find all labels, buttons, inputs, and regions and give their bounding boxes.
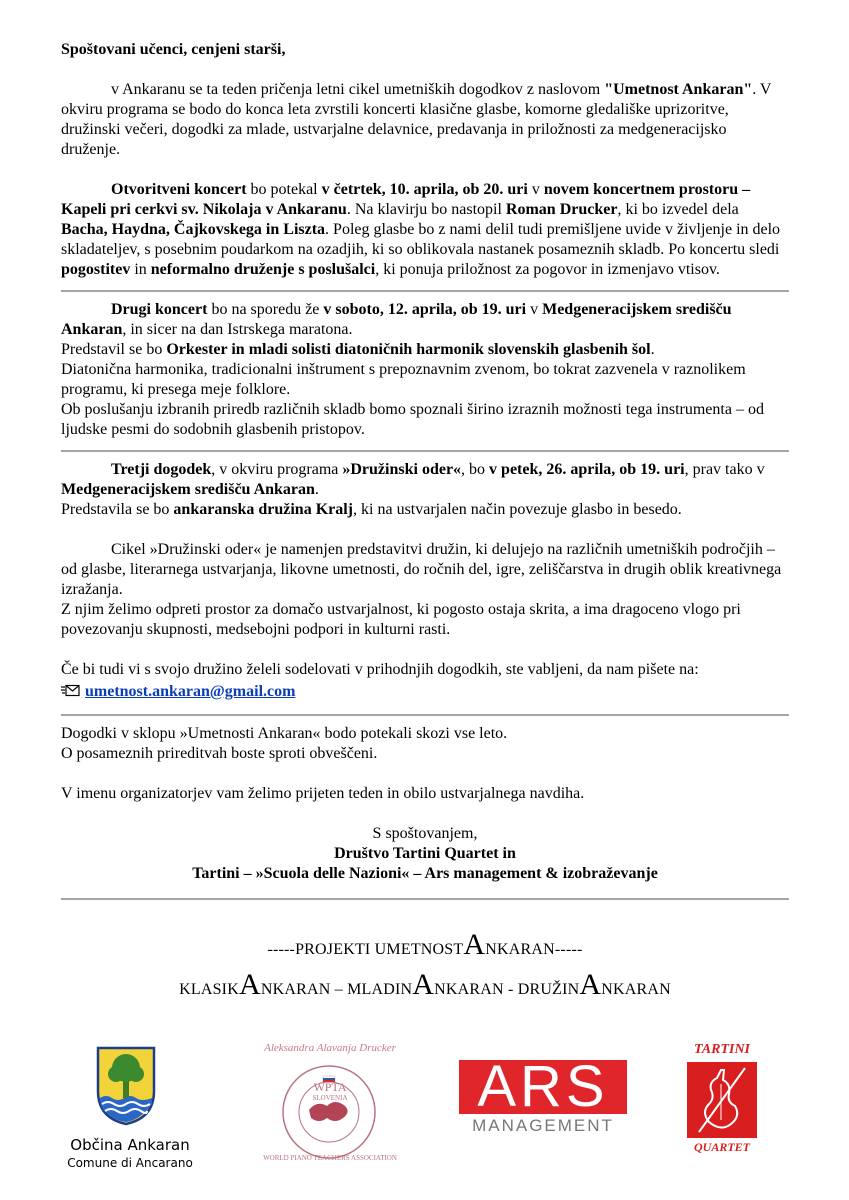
wpta-country: SLOVENIA	[312, 1094, 348, 1102]
email-line	[61, 682, 789, 704]
projects-list: KLASIKANKARAN – MLADINANKARAN - DRUŽINANKARAN	[179, 968, 671, 1001]
violin-icon	[687, 1062, 757, 1138]
signature-greeting: S spoštovanjem,	[372, 825, 478, 842]
tartini-bottom-text: QUARTET	[693, 1140, 750, 1154]
cycle-paragraph: Cikel »Družinski oder« je namenjen predstavitvi družin, ki delujejo na različnih umetniških področjih – od glasbe, literarnega ustvarjanja, likovne umetnosti, do ročnih del, igre, zeliščarstva in drugih oblik kreativnega izražanja.	[61, 541, 782, 598]
divider	[61, 898, 789, 900]
projects-title: -----PROJEKTI UMETNOSTANKARAN-----	[267, 928, 583, 961]
greeting: Spoštovani učenci, cenjeni starši,	[61, 41, 286, 58]
intro-paragraph: v Ankaranu se ta teden pričenja letni cikel umetniških dogodkov z naslovom "Umetnost Ankaran". V okviru programa se bodo do konca leta zvrstili koncerti klasične glasbe, komorne gledališke uprizoritve, družinski večeri, dogodki za mlade, ustvarjalne delavnice, predavanja in priložnosti za medgeneracijsko druženje.	[61, 81, 772, 158]
event3-paragraph: Tretji dogodek, v okviru programa »Družinski oder«, bo v petek, 26. aprila, ob 19. uri, prav tako v Medgeneracijskem središču Ankaran.	[61, 461, 765, 498]
ars-subtitle: MANAGEMENT	[472, 1116, 614, 1135]
wpta-logo	[245, 1038, 415, 1178]
concert2-paragraph: Drugi koncert bo na sporedu že v soboto, 12. aprila, ob 19. uri v Medgeneracijskem središču Ankaran, in sicer na dan Istrskega maratona.	[61, 301, 732, 338]
signature-org-2: Tartini – »Scuola delle Nazioni« – Ars management & izobraževanje	[192, 865, 658, 882]
closing-line-1: Dogodki v sklopu »Umetnosti Ankaran« bodo potekali skozi vse leto.	[61, 725, 508, 742]
concert1-paragraph: Otvoritveni koncert bo potekal v četrtek, 10. aprila, ob 20. uri v novem koncertnem prostoru – Kapeli pri cerkvi sv. Nikolaja v Ankaranu. Na klavirju bo nastopil Roman Drucker, ki bo izvedel dela Bacha, Haydna, Čajkovskega in Liszta. Poleg glasbe bo z nami delil tudi premišljene uvide v življenje in delo skladateljev, s posebnim poudarkom na ozadjih, ki so oblikovala nastanek posameznih skladb. Po koncertu sledi pogostitev in neformalno druženje s poslušalci, ki ponuja priložnost za pogovor in izmenjavo vtisov.	[61, 181, 781, 278]
signature-org-1: Društvo Tartini Quartet in	[334, 845, 516, 862]
divider	[61, 714, 789, 716]
event3-performer: Predstavila se bo ankaranska družina Kralj, ki na ustvarjalen način povezuje glasbo in besedo.	[61, 501, 682, 518]
letter	[61, 40, 789, 1000]
email-link[interactable]: umetnost.ankaran@gmail.com	[85, 683, 296, 700]
wpta-ring-text: WORLD PIANO TEACHERS ASSOCIATION	[263, 1154, 397, 1162]
divider	[61, 290, 789, 292]
invite-text: Če bi tudi vi s svojo družino želeli sodelovati v prihodnjih dogodkih, ste vabljeni, da nam pišete na:	[61, 661, 699, 678]
ars-management-logo	[459, 1054, 627, 1140]
obcina-name: Občina Ankaran	[70, 1136, 190, 1154]
concert2-performer: Predstavil se bo Orkester in mladi solisti diatoničnih harmonik slovenskih glasbenih šol.	[61, 341, 655, 358]
globe-icon	[279, 1062, 379, 1162]
email-icon	[61, 684, 81, 704]
divider	[61, 450, 789, 452]
closing-wish: V imenu organizatorjev vam želimo prijeten teden in obilo ustvarjalnega navdiha.	[61, 785, 585, 802]
obcina-name-it: Comune di Ancarano	[67, 1156, 193, 1170]
concert2-description-2: Ob poslušanju izbranih priredb različnih skladb bomo spoznali širino izraznih možnosti tega instrumenta – od ljudske pesmi do sodobnih glasbenih pristopov.	[61, 401, 764, 438]
coat-of-arms-icon	[96, 1046, 156, 1126]
tartini-quartet-logo	[682, 1042, 762, 1162]
logos-row	[0, 1038, 849, 1178]
wpta-signature: Aleksandra Alavanja Drucker	[264, 1042, 396, 1054]
wpta-title: WPTA	[313, 1080, 347, 1094]
cycle-paragraph-2: Z njim želimo odpreti prostor za domačo ustvarjalnost, ki pogosto ostaja skrita, a ima dragoceno vlogo pri povezovanju skupnosti, medsebojni podpori in kulturni rasti.	[61, 601, 741, 638]
ars-text: ARS	[477, 1054, 609, 1119]
tartini-top-text: TARTINI	[693, 1042, 750, 1057]
obcina-ankaran-logo	[60, 1046, 200, 1176]
concert2-description: Diatonična harmonika, tradicionalni inštrument s prepoznavnim zvenom, bo tokrat zazvenela v raznolikem programu, ki presega meje folklore.	[61, 361, 746, 398]
closing-line-2: O posameznih prireditvah boste sproti obveščeni.	[61, 745, 378, 762]
